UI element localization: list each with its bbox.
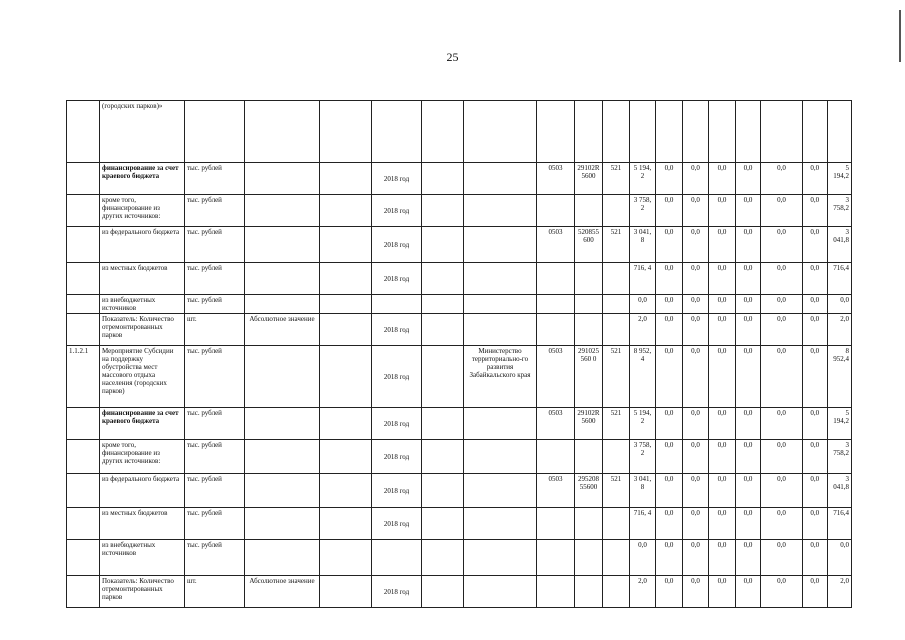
row-value-year — [803, 101, 828, 163]
row-value-year: 0,0 — [736, 195, 761, 227]
row-responsible — [464, 101, 537, 163]
row-year — [372, 540, 422, 576]
row-unit: тыс. рублей — [185, 163, 245, 195]
page-number: 25 — [446, 50, 459, 64]
row-value-year: 0,0 — [803, 408, 828, 440]
row-value-2018: 3 041, 8 — [630, 227, 656, 263]
row-vr-code — [603, 295, 630, 314]
row-value-2018: 8 952, 4 — [630, 346, 656, 408]
row-total: 5 194,2 — [827, 163, 852, 195]
row-vr-code — [603, 576, 630, 608]
row-name: из федерального бюджета — [100, 474, 185, 508]
row-total: 0,0 — [827, 295, 852, 314]
row-value-year: 0,0 — [709, 163, 736, 195]
row-empty — [422, 227, 464, 263]
row-empty — [422, 440, 464, 474]
row-empty — [320, 440, 372, 474]
table-row — [67, 295, 852, 314]
row-value-year: 0,0 — [736, 576, 761, 608]
row-responsible: Министерство территориально-го развития Забайкальского края — [464, 346, 537, 408]
row-grbs-code — [537, 314, 575, 346]
row-empty — [422, 314, 464, 346]
row-value-2018: 0,0 — [630, 540, 656, 576]
row-value-year: 0,0 — [683, 408, 709, 440]
row-value-year: 0,0 — [736, 295, 761, 314]
row-indicator-type — [245, 263, 320, 295]
table-row — [67, 408, 852, 440]
row-vr-code: 521 — [603, 474, 630, 508]
row-value-2018: 2,0 — [630, 314, 656, 346]
row-value-year: 0,0 — [736, 474, 761, 508]
row-value-year: 0,0 — [736, 346, 761, 408]
row-empty — [320, 346, 372, 408]
row-value-year: 0,0 — [709, 474, 736, 508]
row-number — [67, 295, 100, 314]
row-indicator-type — [245, 440, 320, 474]
row-value-year: 0,0 — [736, 508, 761, 540]
row-value-year: 0,0 — [803, 440, 828, 474]
row-empty — [320, 408, 372, 440]
row-number — [67, 440, 100, 474]
row-unit: тыс. рублей — [185, 346, 245, 408]
row-csr-code — [575, 195, 603, 227]
row-value-year: 0,0 — [761, 195, 803, 227]
row-value-2018: 5 194, 2 — [630, 408, 656, 440]
row-indicator-type — [245, 295, 320, 314]
row-name: финансирование за счет краевого бюджета — [100, 408, 185, 440]
row-name: Показатель: Количество отремонтированных парков — [100, 576, 185, 608]
row-value-year: 0,0 — [683, 227, 709, 263]
row-value-year: 0,0 — [803, 263, 828, 295]
row-indicator-type — [245, 474, 320, 508]
row-unit: тыс. рублей — [185, 540, 245, 576]
row-name: из внебюджетных источников — [100, 295, 185, 314]
row-empty — [320, 295, 372, 314]
table-row — [67, 227, 852, 263]
row-value-year: 0,0 — [736, 263, 761, 295]
row-unit: шт. — [185, 314, 245, 346]
row-value-year: 0,0 — [656, 195, 683, 227]
row-value-year: 0,0 — [736, 540, 761, 576]
row-value-year: 0,0 — [683, 163, 709, 195]
row-value-year: 0,0 — [803, 576, 828, 608]
budget-table — [66, 100, 852, 608]
row-csr-code — [575, 576, 603, 608]
row-value-year: 0,0 — [709, 295, 736, 314]
row-value-year: 0,0 — [683, 346, 709, 408]
row-value-year: 0,0 — [656, 295, 683, 314]
row-empty — [422, 474, 464, 508]
row-name: из федерального бюджета — [100, 227, 185, 263]
row-indicator-type — [245, 408, 320, 440]
row-value-year: 0,0 — [761, 346, 803, 408]
row-grbs-code — [537, 540, 575, 576]
row-value-year: 0,0 — [803, 508, 828, 540]
row-value-year: 0,0 — [803, 195, 828, 227]
row-empty — [320, 314, 372, 346]
row-year: 2018 год — [372, 576, 422, 608]
row-indicator-type — [245, 508, 320, 540]
row-total: 716,4 — [827, 263, 852, 295]
row-value-year: 0,0 — [709, 227, 736, 263]
row-vr-code — [603, 263, 630, 295]
row-value-year: 0,0 — [683, 474, 709, 508]
row-number — [67, 195, 100, 227]
scan-edge-mark — [899, 10, 901, 62]
row-empty — [422, 540, 464, 576]
row-grbs-code — [537, 263, 575, 295]
row-name: из местных бюджетов — [100, 263, 185, 295]
row-grbs-code — [537, 576, 575, 608]
row-value-year: 0,0 — [736, 163, 761, 195]
row-name: из местных бюджетов — [100, 508, 185, 540]
row-value-year: 0,0 — [709, 195, 736, 227]
row-year — [372, 295, 422, 314]
row-value-year: 0,0 — [656, 576, 683, 608]
row-vr-code — [603, 101, 630, 163]
row-unit: шт. — [185, 576, 245, 608]
row-csr-code — [575, 295, 603, 314]
row-value-year: 0,0 — [803, 474, 828, 508]
row-empty — [320, 227, 372, 263]
row-name: Показатель: Количество отремонтированных парков — [100, 314, 185, 346]
row-value-year: 0,0 — [656, 508, 683, 540]
row-year: 2018 год — [372, 163, 422, 195]
row-value-year: 0,0 — [761, 263, 803, 295]
row-value-2018: 0,0 — [630, 295, 656, 314]
row-value-year: 0,0 — [736, 227, 761, 263]
row-value-year: 0,0 — [683, 295, 709, 314]
row-name: Мероприятие Субсидии на поддержку обустройства мест массового отдыха населения (городских парков) — [100, 346, 185, 408]
row-empty — [422, 195, 464, 227]
row-grbs-code — [537, 508, 575, 540]
row-value-year: 0,0 — [803, 163, 828, 195]
table-row — [67, 314, 852, 346]
row-value-2018: 3 041, 8 — [630, 474, 656, 508]
row-responsible — [464, 440, 537, 474]
row-unit: тыс. рублей — [185, 195, 245, 227]
row-value-year: 0,0 — [709, 540, 736, 576]
row-empty — [422, 295, 464, 314]
row-value-year: 0,0 — [761, 508, 803, 540]
row-value-year — [656, 101, 683, 163]
row-number — [67, 576, 100, 608]
table-row — [67, 508, 852, 540]
row-value-year: 0,0 — [761, 408, 803, 440]
row-year: 2018 год — [372, 263, 422, 295]
row-number — [67, 474, 100, 508]
row-value-year: 0,0 — [761, 440, 803, 474]
row-value-2018: 3 758, 2 — [630, 195, 656, 227]
row-csr-code — [575, 540, 603, 576]
row-empty — [320, 508, 372, 540]
row-indicator-type: Абсолютное значение — [245, 576, 320, 608]
row-value-year: 0,0 — [656, 227, 683, 263]
row-value-year: 0,0 — [736, 408, 761, 440]
row-csr-code: 29520855600 — [575, 474, 603, 508]
row-value-year: 0,0 — [683, 263, 709, 295]
row-empty — [422, 576, 464, 608]
row-value-2018: 5 194, 2 — [630, 163, 656, 195]
row-year — [372, 101, 422, 163]
row-value-year: 0,0 — [803, 540, 828, 576]
row-vr-code — [603, 508, 630, 540]
row-empty — [422, 508, 464, 540]
row-total: 2,0 — [827, 314, 852, 346]
row-grbs-code: 0503 — [537, 227, 575, 263]
row-csr-code: 520855600 — [575, 227, 603, 263]
row-value-year: 0,0 — [709, 508, 736, 540]
row-responsible — [464, 508, 537, 540]
row-indicator-type — [245, 346, 320, 408]
row-total: 8 952,4 — [827, 346, 852, 408]
row-unit — [185, 101, 245, 163]
row-value-year: 0,0 — [709, 440, 736, 474]
row-value-year: 0,0 — [736, 314, 761, 346]
row-total: 2,0 — [827, 576, 852, 608]
row-value-year: 0,0 — [683, 440, 709, 474]
row-indicator-type — [245, 540, 320, 576]
row-number — [67, 263, 100, 295]
row-empty — [422, 263, 464, 295]
row-vr-code — [603, 440, 630, 474]
row-value-year: 0,0 — [709, 346, 736, 408]
row-empty — [422, 408, 464, 440]
row-number — [67, 540, 100, 576]
row-value-year — [683, 101, 709, 163]
row-vr-code: 521 — [603, 408, 630, 440]
row-empty — [320, 263, 372, 295]
row-year: 2018 год — [372, 408, 422, 440]
row-value-2018: 716, 4 — [630, 508, 656, 540]
row-number — [67, 101, 100, 163]
row-grbs-code: 0503 — [537, 408, 575, 440]
row-responsible — [464, 295, 537, 314]
row-value-year: 0,0 — [709, 263, 736, 295]
table-row — [67, 440, 852, 474]
row-responsible — [464, 195, 537, 227]
row-grbs-code — [537, 101, 575, 163]
row-grbs-code — [537, 440, 575, 474]
row-value-year: 0,0 — [803, 346, 828, 408]
row-year: 2018 год — [372, 195, 422, 227]
row-grbs-code: 0503 — [537, 163, 575, 195]
row-value-year: 0,0 — [761, 540, 803, 576]
row-indicator-type — [245, 163, 320, 195]
row-value-year: 0,0 — [683, 508, 709, 540]
table-row — [67, 576, 852, 608]
row-csr-code — [575, 440, 603, 474]
row-number — [67, 408, 100, 440]
row-name: кроме того, финансирование из других источников: — [100, 195, 185, 227]
row-indicator-type — [245, 195, 320, 227]
row-total — [827, 101, 852, 163]
row-year: 2018 год — [372, 508, 422, 540]
row-value-year: 0,0 — [709, 408, 736, 440]
row-value-year: 0,0 — [761, 227, 803, 263]
row-responsible — [464, 474, 537, 508]
table-row — [67, 346, 852, 408]
row-responsible — [464, 408, 537, 440]
table-row — [67, 540, 852, 576]
row-value-year: 0,0 — [656, 440, 683, 474]
row-csr-code: 29102R5600 — [575, 163, 603, 195]
row-value-2018: 2,0 — [630, 576, 656, 608]
row-total: 3 041,8 — [827, 474, 852, 508]
table-row — [67, 195, 852, 227]
row-value-year — [736, 101, 761, 163]
row-value-year: 0,0 — [656, 163, 683, 195]
row-csr-code — [575, 263, 603, 295]
row-vr-code: 521 — [603, 163, 630, 195]
row-unit: тыс. рублей — [185, 440, 245, 474]
row-number: 1.1.2.1 — [67, 346, 100, 408]
row-vr-code — [603, 540, 630, 576]
row-grbs-code: 0503 — [537, 346, 575, 408]
row-grbs-code — [537, 295, 575, 314]
row-total: 716,4 — [827, 508, 852, 540]
row-total: 3 758,2 — [827, 440, 852, 474]
row-value-year: 0,0 — [761, 314, 803, 346]
row-year: 2018 год — [372, 227, 422, 263]
row-responsible — [464, 263, 537, 295]
budget-table-body — [67, 101, 852, 608]
row-unit: тыс. рублей — [185, 508, 245, 540]
row-empty — [320, 540, 372, 576]
row-unit: тыс. рублей — [185, 474, 245, 508]
row-value-year: 0,0 — [656, 474, 683, 508]
row-grbs-code — [537, 195, 575, 227]
row-csr-code: 29102R5600 — [575, 408, 603, 440]
row-year: 2018 год — [372, 346, 422, 408]
row-name: финансирование за счет краевого бюджета — [100, 163, 185, 195]
table-row — [67, 263, 852, 295]
row-value-year: 0,0 — [803, 227, 828, 263]
row-value-year: 0,0 — [656, 263, 683, 295]
row-vr-code: 521 — [603, 227, 630, 263]
row-name: кроме того, финансирование из других источников: — [100, 440, 185, 474]
row-vr-code — [603, 195, 630, 227]
row-value-year — [709, 101, 736, 163]
row-responsible — [464, 576, 537, 608]
row-number — [67, 314, 100, 346]
row-unit: тыс. рублей — [185, 227, 245, 263]
row-year: 2018 год — [372, 440, 422, 474]
row-number — [67, 227, 100, 263]
row-vr-code: 521 — [603, 346, 630, 408]
row-value-year: 0,0 — [803, 295, 828, 314]
row-year: 2018 год — [372, 474, 422, 508]
row-empty — [422, 101, 464, 163]
row-value-year: 0,0 — [761, 295, 803, 314]
table-row — [67, 474, 852, 508]
row-total: 0,0 — [827, 540, 852, 576]
row-empty — [422, 163, 464, 195]
row-unit: тыс. рублей — [185, 263, 245, 295]
row-name: из внебюджетных источников — [100, 540, 185, 576]
row-value-year: 0,0 — [761, 163, 803, 195]
row-csr-code — [575, 101, 603, 163]
row-value-year: 0,0 — [736, 440, 761, 474]
row-grbs-code: 0503 — [537, 474, 575, 508]
row-unit: тыс. рублей — [185, 295, 245, 314]
row-number — [67, 163, 100, 195]
row-responsible — [464, 540, 537, 576]
table-row — [67, 101, 852, 163]
row-value-2018: 3 758, 2 — [630, 440, 656, 474]
row-value-year: 0,0 — [683, 576, 709, 608]
row-empty — [320, 576, 372, 608]
row-vr-code — [603, 314, 630, 346]
row-indicator-type: Абсолютное значение — [245, 314, 320, 346]
row-value-year: 0,0 — [683, 314, 709, 346]
row-indicator-type — [245, 101, 320, 163]
row-value-year — [761, 101, 803, 163]
row-empty — [320, 101, 372, 163]
row-value-year: 0,0 — [656, 314, 683, 346]
row-value-year: 0,0 — [709, 314, 736, 346]
row-csr-code: 291025560 0 — [575, 346, 603, 408]
row-empty — [422, 346, 464, 408]
row-total: 3 041,8 — [827, 227, 852, 263]
table-row — [67, 163, 852, 195]
row-value-year: 0,0 — [656, 408, 683, 440]
row-empty — [320, 474, 372, 508]
row-name: (городских парков)» — [100, 101, 185, 163]
row-value-2018: 716, 4 — [630, 263, 656, 295]
row-value-year: 0,0 — [709, 576, 736, 608]
row-empty — [320, 195, 372, 227]
row-value-2018 — [630, 101, 656, 163]
row-total: 5 194,2 — [827, 408, 852, 440]
row-csr-code — [575, 508, 603, 540]
row-responsible — [464, 163, 537, 195]
row-csr-code — [575, 314, 603, 346]
row-unit: тыс. рублей — [185, 408, 245, 440]
row-year: 2018 год — [372, 314, 422, 346]
row-value-year: 0,0 — [683, 195, 709, 227]
row-responsible — [464, 314, 537, 346]
row-empty — [320, 163, 372, 195]
row-value-year: 0,0 — [761, 576, 803, 608]
row-responsible — [464, 227, 537, 263]
row-number — [67, 508, 100, 540]
row-value-year: 0,0 — [803, 314, 828, 346]
row-value-year: 0,0 — [656, 540, 683, 576]
row-indicator-type — [245, 227, 320, 263]
row-value-year: 0,0 — [683, 540, 709, 576]
row-total: 3 758,2 — [827, 195, 852, 227]
row-value-year: 0,0 — [761, 474, 803, 508]
row-value-year: 0,0 — [656, 346, 683, 408]
